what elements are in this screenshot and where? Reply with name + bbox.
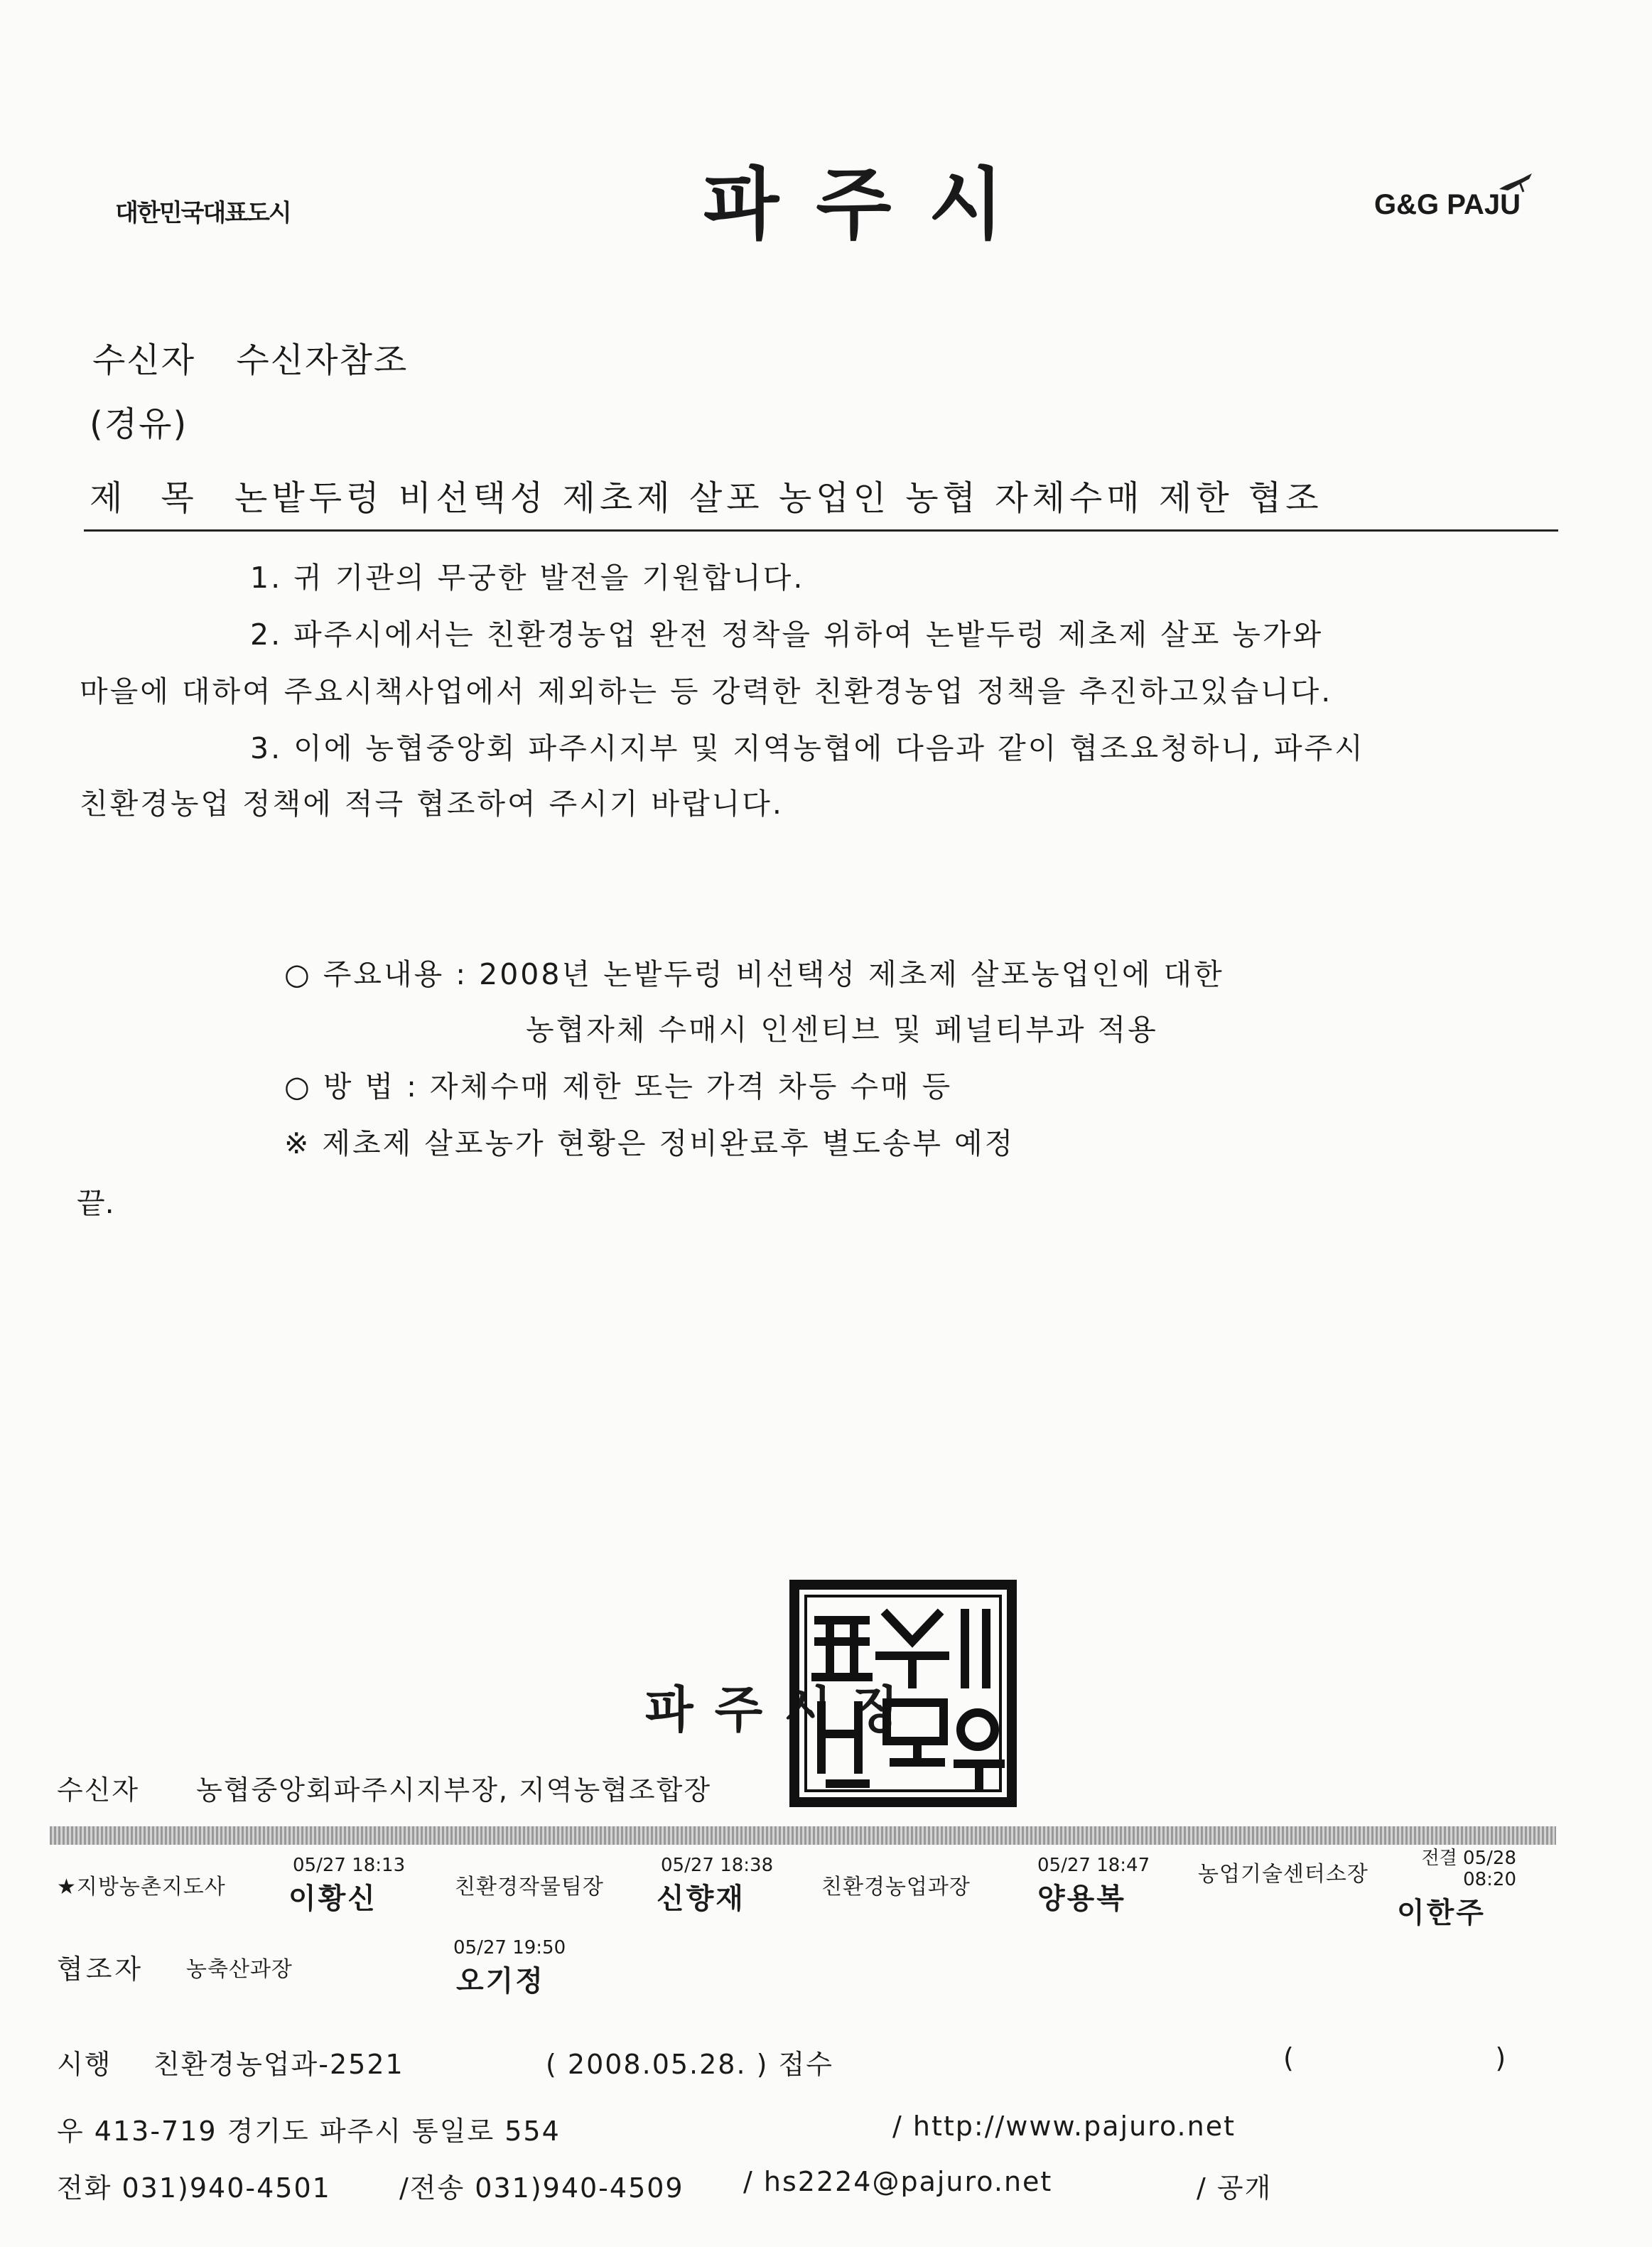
approval-role-4: 농업기술센터소장 — [1198, 1862, 1368, 1887]
contact-phone: 전화 031)940-4501 — [57, 2172, 331, 2204]
subject-divider — [84, 529, 1558, 532]
subject-text: 논밭두렁 비선택성 제초제 살포 농업인 농협 자체수매 제한 협조 — [234, 478, 1323, 518]
body-paragraph-2: 2. 파주시에서는 친환경농업 완전 정착을 위하여 논밭두렁 제초제 살포 농가와 — [250, 618, 1324, 652]
brand-bird-icon — [1498, 171, 1540, 199]
approval-name-2: 신향재 — [657, 1882, 745, 1915]
recipient-value: 수신자참조 — [236, 340, 409, 380]
execution-received: ( ) — [1283, 2042, 1508, 2074]
via-line: (경유) — [90, 404, 188, 444]
detail-main-content-cont: 농협자체 수매시 인센티브 및 페널티부과 적용 — [526, 1013, 1158, 1047]
approval-time-4: 전결 05/28 08:20 — [1421, 1848, 1516, 1890]
subject-label-a: 제 — [90, 478, 127, 518]
approval-time-2: 05/27 18:38 — [661, 1855, 774, 1876]
end-mark: 끝. — [77, 1186, 114, 1220]
subject-label-b: 목 — [161, 478, 198, 518]
approval-name-1: 이황신 — [288, 1882, 377, 1915]
approval-time-3: 05/27 18:47 — [1037, 1855, 1150, 1876]
document-letterhead-title: 파주시 — [703, 159, 1041, 250]
execution-date: ( 2008.05.28. ) 접수 — [546, 2049, 833, 2080]
body-paragraph-2-cont: 마을에 대하여 주요시책사업에서 제외하는 등 강력한 친환경농업 정책을 추진하고있습니다. — [80, 674, 1333, 708]
approval-role-1: ★지방농촌지도사 — [57, 1875, 226, 1900]
recipient-line — [92, 333, 408, 382]
detail-method: ○ 방 법 : 자체수매 제한 또는 가격 차등 수매 등 — [284, 1069, 953, 1104]
brand-logo-text: G&G PAJU — [1374, 189, 1521, 220]
approval-time-1: 05/27 18:13 — [293, 1855, 406, 1876]
subject-line — [90, 470, 1323, 519]
contact-website: / http://www.pajuro.net — [892, 2111, 1236, 2142]
footer-recipients — [57, 1768, 711, 1807]
detail-note: ※ 제초제 살포농가 현황은 정비완료후 별도송부 예정 — [284, 1126, 1015, 1160]
contact-fax: /전송 031)940-4509 — [399, 2172, 684, 2204]
contact-address: 우 413-719 경기도 파주시 통일로 554 — [57, 2116, 561, 2147]
footer-recipients-label: 수신자 — [57, 1774, 140, 1806]
cooperation-label: 협조자 — [57, 1954, 144, 1985]
issuer-name: 파주시장 — [645, 1681, 923, 1739]
footer-recipients-value: 농협중앙회파주시지부장, 지역농협조합장 — [196, 1774, 712, 1806]
body-paragraph-3: 3. 이에 농협중앙회 파주시지부 및 지역농협에 다음과 같이 협조요청하니, 파주시 — [250, 731, 1365, 765]
body-paragraph-3-cont: 친환경농업 정책에 적극 협조하여 주시기 바랍니다. — [80, 787, 784, 821]
approval-name-3: 양용복 — [1037, 1882, 1126, 1915]
body-paragraph-1: 1. 귀 기관의 무궁한 발전을 기원합니다. — [250, 561, 805, 595]
approval-role-2: 친환경작물팀장 — [455, 1875, 604, 1900]
approval-role-3: 친환경농업과장 — [821, 1875, 971, 1900]
cooperation-time: 05/27 19:50 — [453, 1937, 566, 1958]
execution-label: 시행 — [57, 2049, 112, 2080]
cooperation-dept: 농축산과장 — [186, 1957, 293, 1982]
city-slogan: 대한민국대표도시 — [115, 199, 291, 227]
public-status: / 공개 — [1197, 2172, 1273, 2204]
approval-name-4: 이한주 — [1397, 1897, 1486, 1929]
recipient-label: 수신자 — [92, 340, 196, 380]
execution-number: 친환경농업과-2521 — [153, 2049, 404, 2080]
official-seal-stamp — [787, 1578, 1019, 1809]
contact-email: / hs2224@pajuro.net — [743, 2166, 1053, 2197]
detail-main-content: ○ 주요내용 : 2008년 논밭두렁 비선택성 제초제 살포농업인에 대한 — [284, 957, 1224, 991]
approval-divider-band — [50, 1826, 1556, 1845]
cooperation-name: 오기정 — [456, 1965, 545, 1998]
